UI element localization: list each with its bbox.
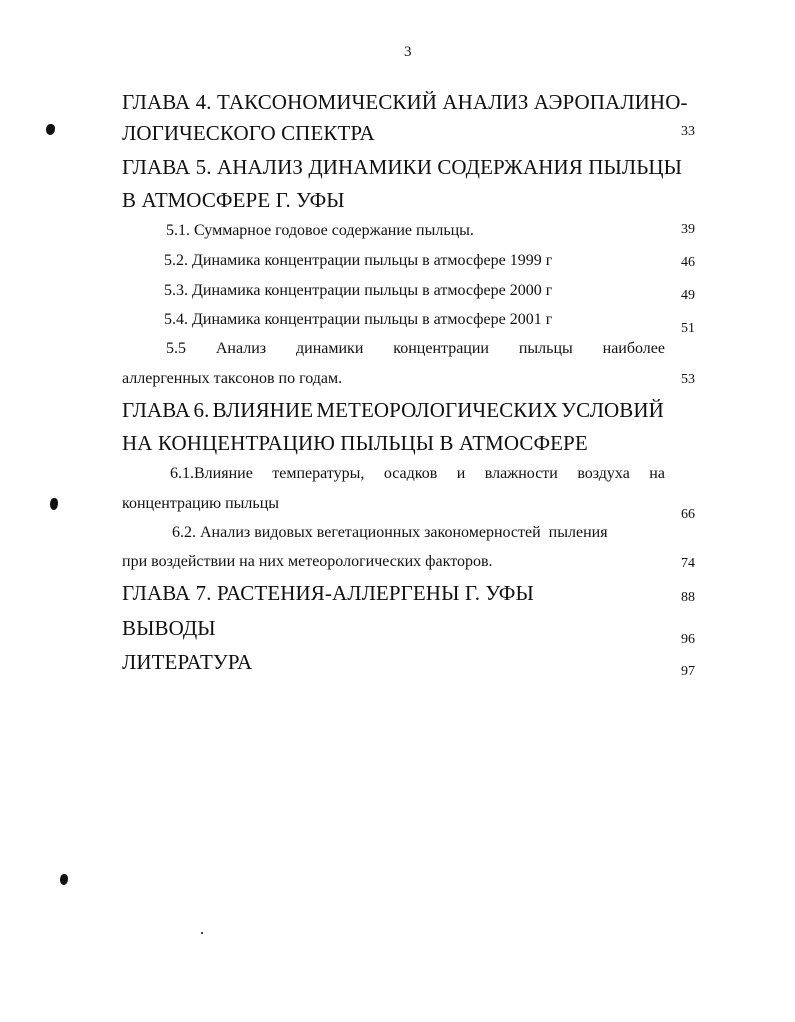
word: МЕТЕОРОЛОГИЧЕСКИХ [316,398,558,422]
word: наиболее [602,340,665,357]
section-5-3: 5.3. Динамика концентрации пыльцы в атмосфере 2000 г [164,282,553,299]
word: ГЛАВА [122,398,191,422]
word: и [456,465,466,482]
chapter-4-title-line1: ГЛАВА 4. ТАКСОНОМИЧЕСКИЙ АНАЛИЗ АЭРОПАЛИНО- [122,90,688,114]
section-6-2-page: 74 [681,556,695,571]
scan-speck [201,932,203,934]
word: 5.5 [166,340,186,357]
word: Анализ [215,340,267,357]
chapter-4-title-line2: ЛОГИЧЕСКОГО СПЕКТРА [122,121,375,145]
word: воздуха [577,465,630,482]
section-6-1-line2: концентрацию пыльцы [122,495,280,512]
word: пыльцы [518,340,573,357]
section-5-4-page: 51 [681,321,695,336]
word: концентрации [393,340,489,357]
word: УСЛОВИЙ [561,398,664,422]
word: 6. [193,398,210,422]
word: 6.1.Влияние [170,465,253,482]
section-5-4: 5.4. Динамика концентрации пыльцы в атмосфере 2001 г [164,311,553,328]
chapter-6-title-line2: НА КОНЦЕНТРАЦИЮ ПЫЛЬЦЫ В АТМОСФЕРЕ [122,431,588,455]
chapter-6-title-line1 [122,398,664,423]
section-5-1-page: 39 [681,222,695,237]
section-5-5-page: 53 [681,372,695,387]
word: на [649,465,665,482]
section-6-2-line1: 6.2. Анализ видовых вегетационных закономерностей пыления [172,524,608,541]
chapter-5-title-line1: ГЛАВА 5. АНАЛИЗ ДИНАМИКИ СОДЕРЖАНИЯ ПЫЛЬЦЫ [122,155,683,179]
scan-mark [60,874,68,885]
literature-title: ЛИТЕРАТУРА [122,650,253,674]
scan-mark [50,498,58,510]
section-6-2-line2: при воздействии на них метеорологических факторов. [122,553,493,570]
literature-page: 97 [681,664,695,679]
word: влажности [484,465,558,482]
chapter-7-title: ГЛАВА 7. РАСТЕНИЯ-АЛЛЕРГЕНЫ Г. УФЫ [122,581,534,605]
word: ВЛИЯНИЕ [212,398,314,422]
page-number: 3 [404,44,412,60]
word: динамики [295,340,364,357]
section-5-2: 5.2. Динамика концентрации пыльцы в атмосфере 1999 г [164,252,553,269]
chapter-5-title-line2: В АТМОСФЕРЕ Г. УФЫ [122,188,345,212]
section-6-1-line1 [170,465,665,483]
section-5-3-page: 49 [681,288,695,303]
scan-mark [46,124,55,135]
word: температуры, [272,465,365,482]
chapter-4-page: 33 [681,124,695,139]
section-5-1: 5.1. Суммарное годовое содержание пыльцы. [166,222,474,239]
section-5-5-line2: аллергенных таксонов по годам. [122,370,343,387]
section-6-1-page: 66 [681,507,695,522]
chapter-7-page: 88 [681,590,695,605]
conclusions-page: 96 [681,632,695,647]
word: осадков [383,465,438,482]
section-5-5-line1 [166,340,665,358]
section-5-2-page: 46 [681,255,695,270]
conclusions-title: ВЫВОДЫ [122,616,216,640]
